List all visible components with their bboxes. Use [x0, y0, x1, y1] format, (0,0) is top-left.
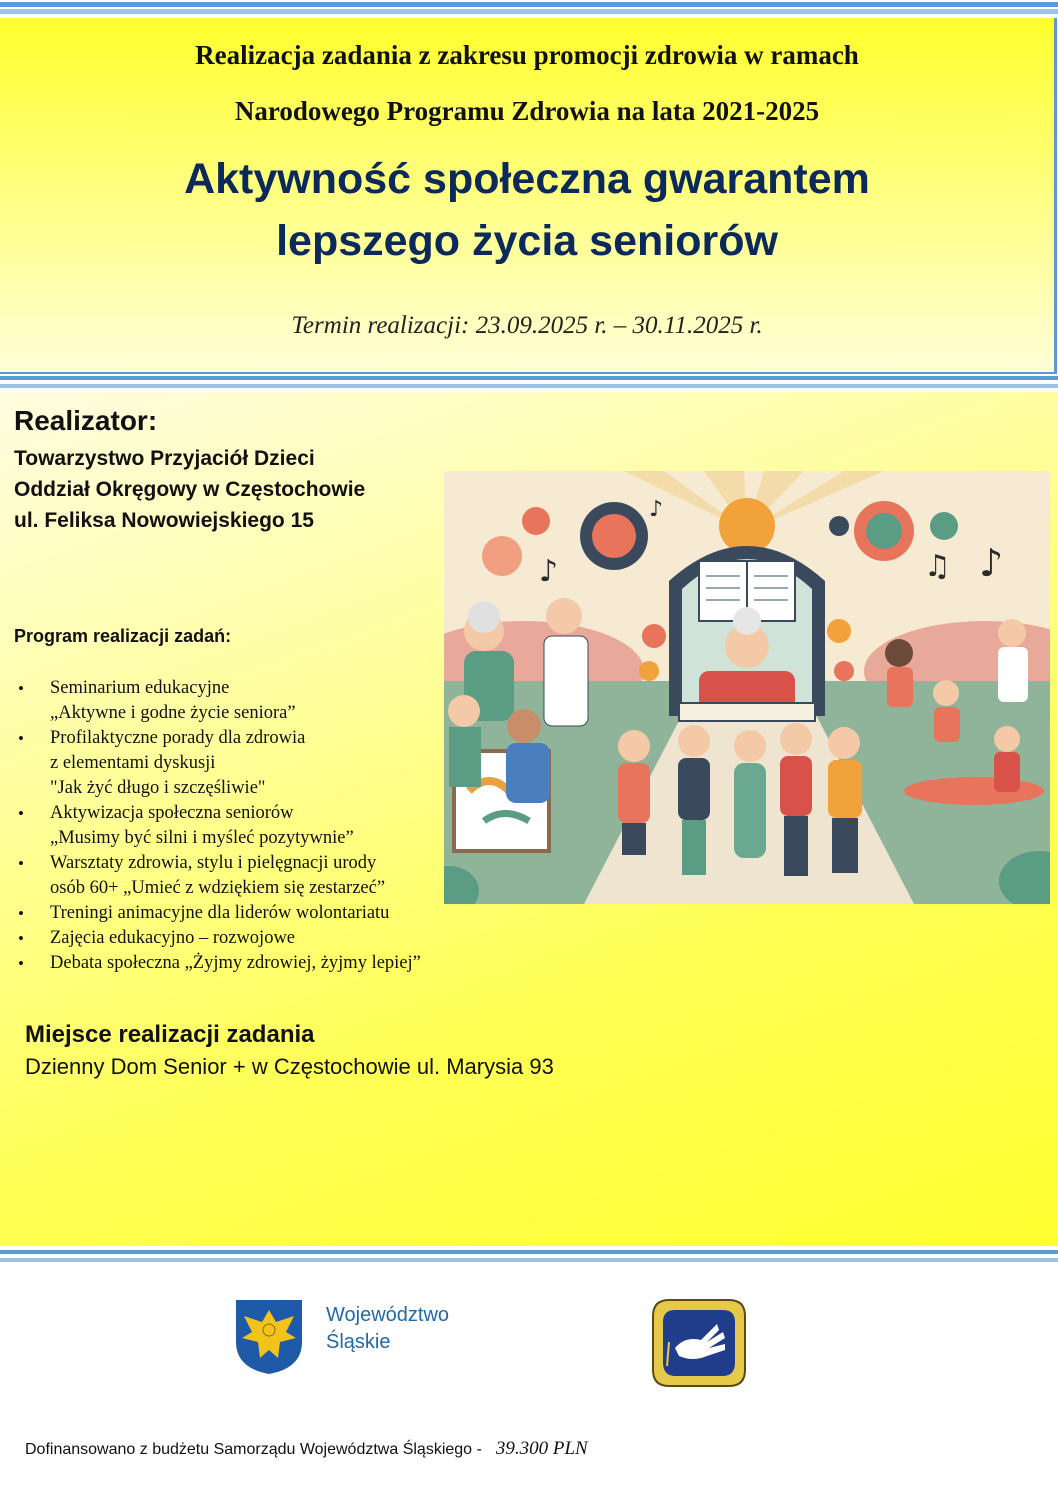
task-line: Profilaktyczne porady dla zdrowia [50, 728, 306, 748]
svg-text:♫: ♫ [924, 549, 951, 584]
list-item [16, 901, 506, 926]
task-line: z elementami dyskusji [50, 753, 216, 773]
top-stripe-blue [0, 2, 1058, 7]
divider-stripe-blue [0, 376, 1058, 380]
realizator-branch: Oddział Okręgowy w Częstochowie [14, 478, 366, 501]
place-heading: Miejsce realizacji zadania [25, 1021, 315, 1048]
task-line: Debata społeczna „Żyjmy zdrowiej, żyjmy lepiej” [50, 953, 421, 973]
realizator-heading: Realizator: [14, 405, 158, 436]
region-logo-text [326, 1302, 449, 1356]
task-line: Seminarium edukacyjne [50, 678, 230, 698]
list-item [16, 676, 506, 726]
tpd-hand-logo-icon [645, 1296, 753, 1390]
divider-stripe-light [0, 384, 1058, 388]
realization-date: Termin realizacji: 23.09.2025 r. – 30.11.2025 r. [291, 312, 763, 339]
realizator-name: Towarzystwo Przyjaciół Dzieci [14, 447, 315, 470]
poster-title-line-2: lepszego życia seniorów [276, 217, 778, 265]
silesia-eagle-crest-icon [234, 1298, 304, 1376]
program-heading: Program realizacji zadań: [14, 626, 232, 646]
task-line: "Jak żyć długo i szczęśliwie" [50, 778, 266, 798]
list-item [16, 726, 506, 801]
region-name-line-1: Województwo [326, 1304, 450, 1326]
list-item [16, 851, 506, 901]
task-line: Zajęcia edukacyjno – rozwojowe [50, 928, 296, 948]
svg-text:♪: ♪ [539, 554, 559, 589]
task-line: osób 60+ „Umieć z wdziękiem się zestarzeć” [50, 878, 386, 898]
list-item [16, 801, 506, 851]
svg-text:♪: ♪ [649, 497, 664, 522]
task-line: „Musimy być silni i myśleć pozytywnie” [50, 828, 354, 848]
funding-amount: 39.300 PLN [495, 1438, 588, 1459]
poster-title-line-1: Aktywność społeczna gwarantem [184, 155, 870, 203]
task-line: Treningi animacyjne dla liderów wolontariatu [50, 903, 390, 923]
bottom-stripe-light [0, 1258, 1058, 1262]
task-line: Warsztaty zdrowia, stylu i pielęgnacji urody [50, 853, 377, 873]
list-item [16, 951, 506, 976]
header-line-2: Narodowego Programu Zdrowia na lata 2021-2025 [234, 96, 820, 126]
list-item [16, 926, 506, 951]
funding-text: Dofinansowano z budżetu Samorządu Województwa Śląskiego - [25, 1441, 482, 1458]
place-text: Dzienny Dom Senior + w Częstochowie ul. Marysia 93 [25, 1054, 554, 1079]
funding-note [25, 1438, 588, 1460]
svg-text:♪: ♪ [979, 541, 1004, 585]
header-line-1: Realizacja zadania z zakresu promocji zdrowia w ramach [195, 40, 859, 70]
task-line: „Aktywne i godne życie seniora” [50, 703, 296, 723]
seniors-activity-illustration [444, 471, 1050, 904]
region-name-line-2: Śląskie [326, 1331, 391, 1353]
task-line: Aktywizacja społeczna seniorów [50, 803, 294, 823]
realizator-address: ul. Feliksa Nowowiejskiego 15 [14, 509, 314, 532]
bottom-stripe-blue [0, 1250, 1058, 1254]
top-stripe-light [0, 9, 1058, 14]
program-task-list [16, 676, 506, 976]
